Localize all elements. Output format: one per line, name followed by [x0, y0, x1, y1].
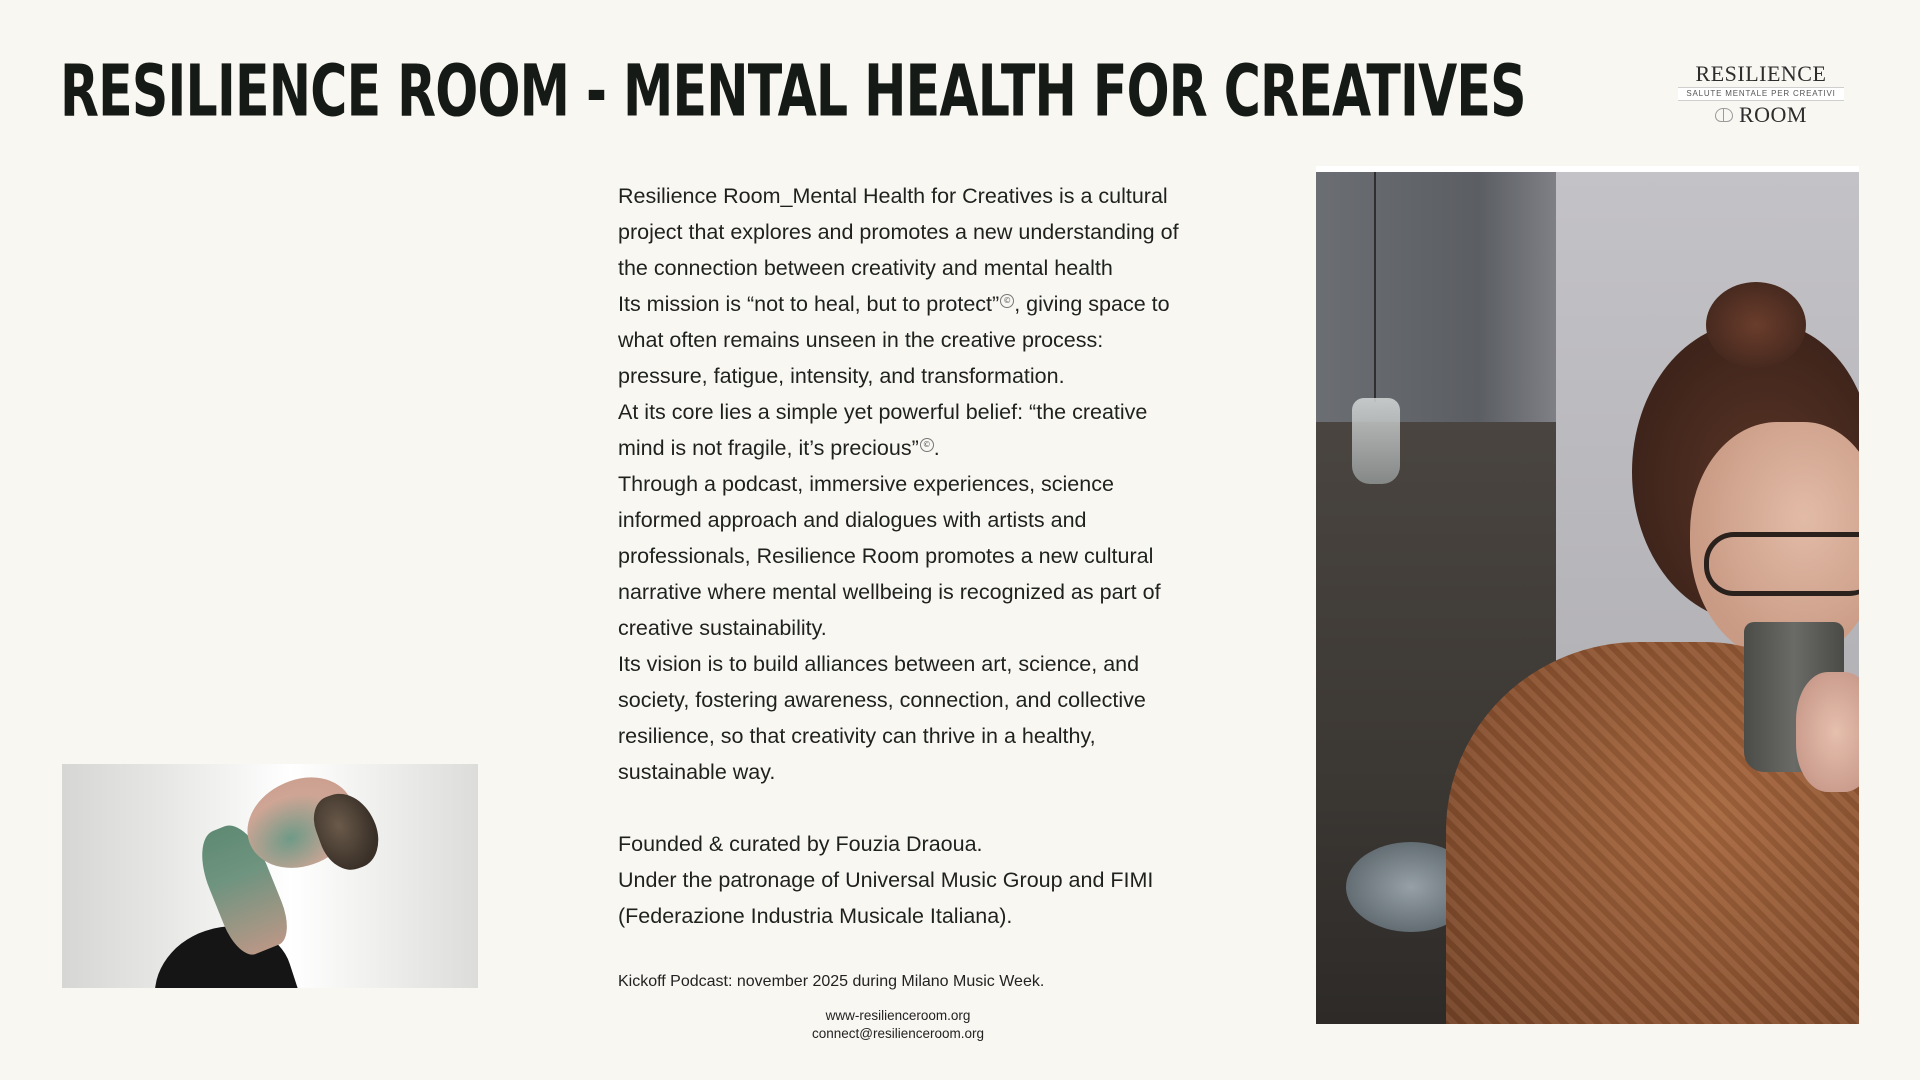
paragraph-podcast: Through a podcast, immersive experiences, science informed approach and dialogues with artists and professionals, Resilience Room promotes a new cultural narrative where mental wellbeing is recognized as part of creative sustainability.	[618, 472, 1161, 640]
page-title: RESILIENCE ROOM - MENTAL HEALTH FOR CREATIVES	[60, 50, 1526, 134]
logo-bottom-row	[1715, 103, 1807, 127]
logo-top-text: RESILIENCE	[1695, 61, 1827, 86]
photo-shape-bun	[1706, 282, 1806, 368]
photo-shape-glasses	[1704, 532, 1859, 596]
brain-icon	[1715, 108, 1733, 122]
logo-subtitle: SALUTE MENTALE PER CREATIVI	[1678, 87, 1844, 101]
paragraph-vision: Its vision is to build alliances between art, science, and society, fostering awareness, connection, and collective resilience, so that creativity can thrive in a healthy, sustainable way.	[618, 652, 1146, 784]
spacer	[618, 790, 1188, 826]
website-link[interactable]: www-resilienceroom.org	[825, 1008, 971, 1023]
paragraph-intro: Resilience Room_Mental Health for Creatives is a cultural project that explores and promotes a new understanding of the connection between creativity and mental health	[618, 184, 1179, 280]
woman-drinking-photo	[1316, 166, 1859, 1024]
kickoff-note: Kickoff Podcast: november 2025 during Milano Music Week.	[618, 973, 1045, 990]
paragraph-mission	[618, 286, 1188, 394]
photo-shape-lamp-cord	[1374, 172, 1376, 402]
logo-bottom-text: ROOM	[1738, 102, 1807, 127]
photo-background	[1316, 172, 1859, 1024]
belief-text: At its core lies a simple yet powerful belief: “the creative mind is not fragile, it’s precious”	[618, 400, 1148, 460]
man-profile-photo	[62, 764, 478, 988]
belief-text-end: .	[933, 436, 940, 460]
copyright-icon: ©	[920, 438, 934, 452]
mission-text-cont: , giving space to what often remains unseen in the creative process: pressure, fatigue, intensity, and transformation.	[618, 292, 1170, 388]
mission-text: Its mission is “not to heal, but to protect”	[618, 292, 1000, 316]
logo	[1678, 62, 1844, 128]
paragraph-founded: Founded & curated by Fouzia Draoua.	[618, 832, 983, 856]
paragraph-belief	[618, 394, 1188, 466]
photo-shape-lamp	[1352, 398, 1400, 484]
email-link[interactable]: connect@resilienceroom.org	[811, 1026, 985, 1041]
description-text	[618, 178, 1188, 934]
photo-shape-hand	[1796, 672, 1859, 792]
copyright-icon: ©	[1000, 294, 1014, 308]
paragraph-patronage: Under the patronage of Universal Music Group and FIMI (Federazione Industria Musicale Italiana).	[618, 868, 1154, 928]
contact-info	[748, 1007, 1048, 1043]
